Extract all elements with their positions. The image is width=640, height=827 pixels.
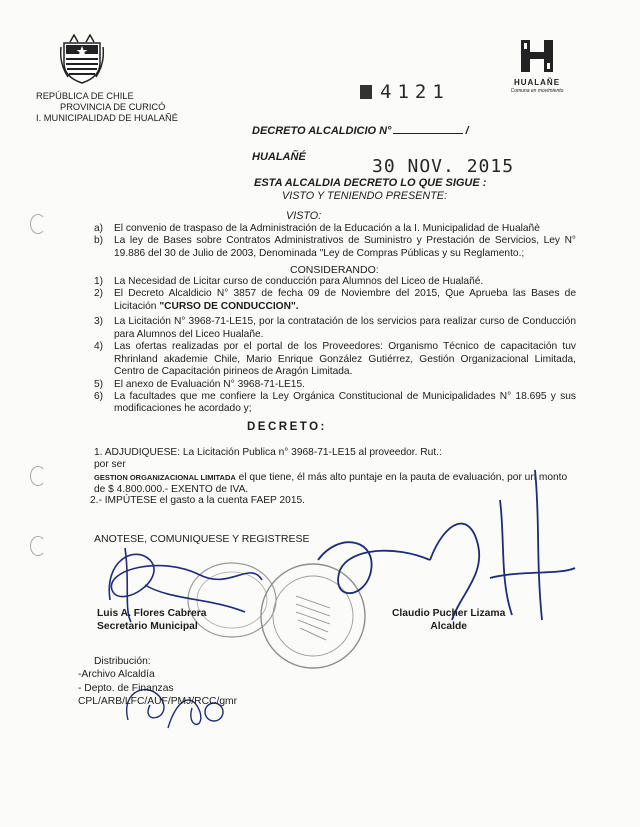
considerando-title: CONSIDERANDO: bbox=[290, 264, 379, 276]
distribution-line: - Depto. de Finanzas bbox=[78, 682, 174, 694]
adjudiquese-por-ser: por ser bbox=[94, 459, 126, 471]
item-text: El convenio de traspaso de la Administración de la Educación a la I. Municipalidad de Hualañè bbox=[114, 223, 540, 234]
item-mark: 5) bbox=[94, 378, 104, 390]
course-name: "CURSO DE CONDUCCION". bbox=[159, 300, 299, 312]
secretary-signature-block bbox=[97, 608, 207, 634]
mayor-name: Claudio Pucher Lizama bbox=[392, 608, 506, 619]
adjudiquese-part2: el que tiene, él más alto puntaje en la pauta de evaluación, por un monto de $ 4.800.000.- EXENTO de IVA. bbox=[94, 471, 568, 496]
imputese-paragraph: 2.- IMPÚTESE el gasto a la cuenta FAEP 2015. bbox=[90, 495, 305, 506]
decreto-slash: / bbox=[465, 125, 469, 137]
decreto-title: DECRETO: bbox=[247, 421, 327, 433]
logo-name: HUALAÑE bbox=[513, 78, 561, 88]
esta-alcaldia: ESTA ALCALDIA DECRETO LO QUE SIGUE : bbox=[254, 177, 487, 189]
item-mark: 2) bbox=[94, 288, 104, 300]
item-text: Las ofertas realizadas por el portal de los Proveedores: Organismo Técnico de capacitación tuv Rhrinland akademie Chile, Mario Enrique González Gutiérrez, Gestión Organizacional Limitada, Centro de Capacitación pirineos de Aragón Limitada. bbox=[114, 341, 576, 378]
mayor-signature-icon bbox=[318, 470, 575, 620]
distribution-title: Distribución: bbox=[94, 656, 151, 667]
item-text: La Licitación N° 3968-71-LE15, por la contratación de los servicios para realizar curso de Conducción para Alumnos del Liceo Hualañe. bbox=[114, 316, 576, 340]
header-province: PROVINCIA DE CURICÓ bbox=[60, 102, 166, 113]
item-text-main: El Decreto Alcaldicio N° 3857 de fecha 09 de Noviembre del 2015, Que Aprueba las Bases de Licitación bbox=[114, 288, 576, 312]
secretary-role: Secretario Municipal bbox=[97, 620, 198, 632]
secretary-name: Luis A. Flores Cabrera bbox=[97, 608, 207, 619]
adjudiquese-part1: 1. ADJUDIQUESE: La Licitación Publica n° 3968-71-LE15 al proveedor. Rut.: bbox=[94, 447, 442, 458]
item-text: La Necesidad de Licitar curso de conducción para Alumnos del Liceo de Hualañé. bbox=[114, 276, 484, 287]
provider-name: GESTION ORGANIZACIONAL LIMITADA bbox=[94, 472, 236, 482]
decreto-label: DECRETO ALCALDICIO N° bbox=[252, 125, 392, 137]
item-mark: b) bbox=[94, 235, 104, 247]
visto-teniendo: VISTO Y TENIENDO PRESENTE: bbox=[282, 190, 447, 202]
item-mark: 6) bbox=[94, 390, 104, 402]
administrator-round-seal-icon bbox=[261, 564, 365, 668]
header-country: REPÚBLICA DE CHILE bbox=[36, 91, 134, 101]
item-mark: 4) bbox=[94, 341, 104, 353]
visto-title-text: VISTO: bbox=[286, 210, 322, 222]
item-text: El anexo de Evaluación N° 3968-71-LE15. bbox=[114, 378, 305, 390]
stamp-number-value: 4121 bbox=[380, 81, 450, 103]
mayor-role: Alcalde bbox=[430, 620, 467, 632]
item-mark: a) bbox=[94, 223, 104, 234]
item-mark: 1) bbox=[94, 276, 104, 287]
item-text: La ley de Bases sobre Contratos Administrativos de Suministro y Prestación de Servicios, Ley N° 19.886 del 30 de Julio de 2003, Denominada "Ley de Compras Públicas y su Reglamento.; bbox=[114, 235, 576, 259]
distribution-block bbox=[78, 655, 237, 709]
mayor-signature-block bbox=[392, 608, 505, 634]
distribution-line: -Archivo Alcaldía bbox=[78, 669, 155, 681]
place-name: HUALAÑÉ bbox=[252, 151, 306, 163]
anotese-line: ANOTESE, COMUNIQUESE Y REGISTRESE bbox=[94, 533, 310, 545]
header-municipality: I. MUNICIPALIDAD DE HUALAÑÉ bbox=[36, 113, 178, 124]
distribution-line: CPL/ARB/LFC/AUF/PMJ/RCC/gmr bbox=[78, 696, 238, 708]
date-stamp: 30 NOV. 2015 bbox=[372, 156, 515, 177]
item-text: La facultades que me confiere la Ley Orgánica Constitucional de Municipalidades N° 18.695 y sus modificaciones he acordado y; bbox=[114, 390, 576, 415]
logo-tagline: Comuna en movimiento bbox=[510, 88, 564, 95]
item-mark: 3) bbox=[94, 316, 104, 328]
